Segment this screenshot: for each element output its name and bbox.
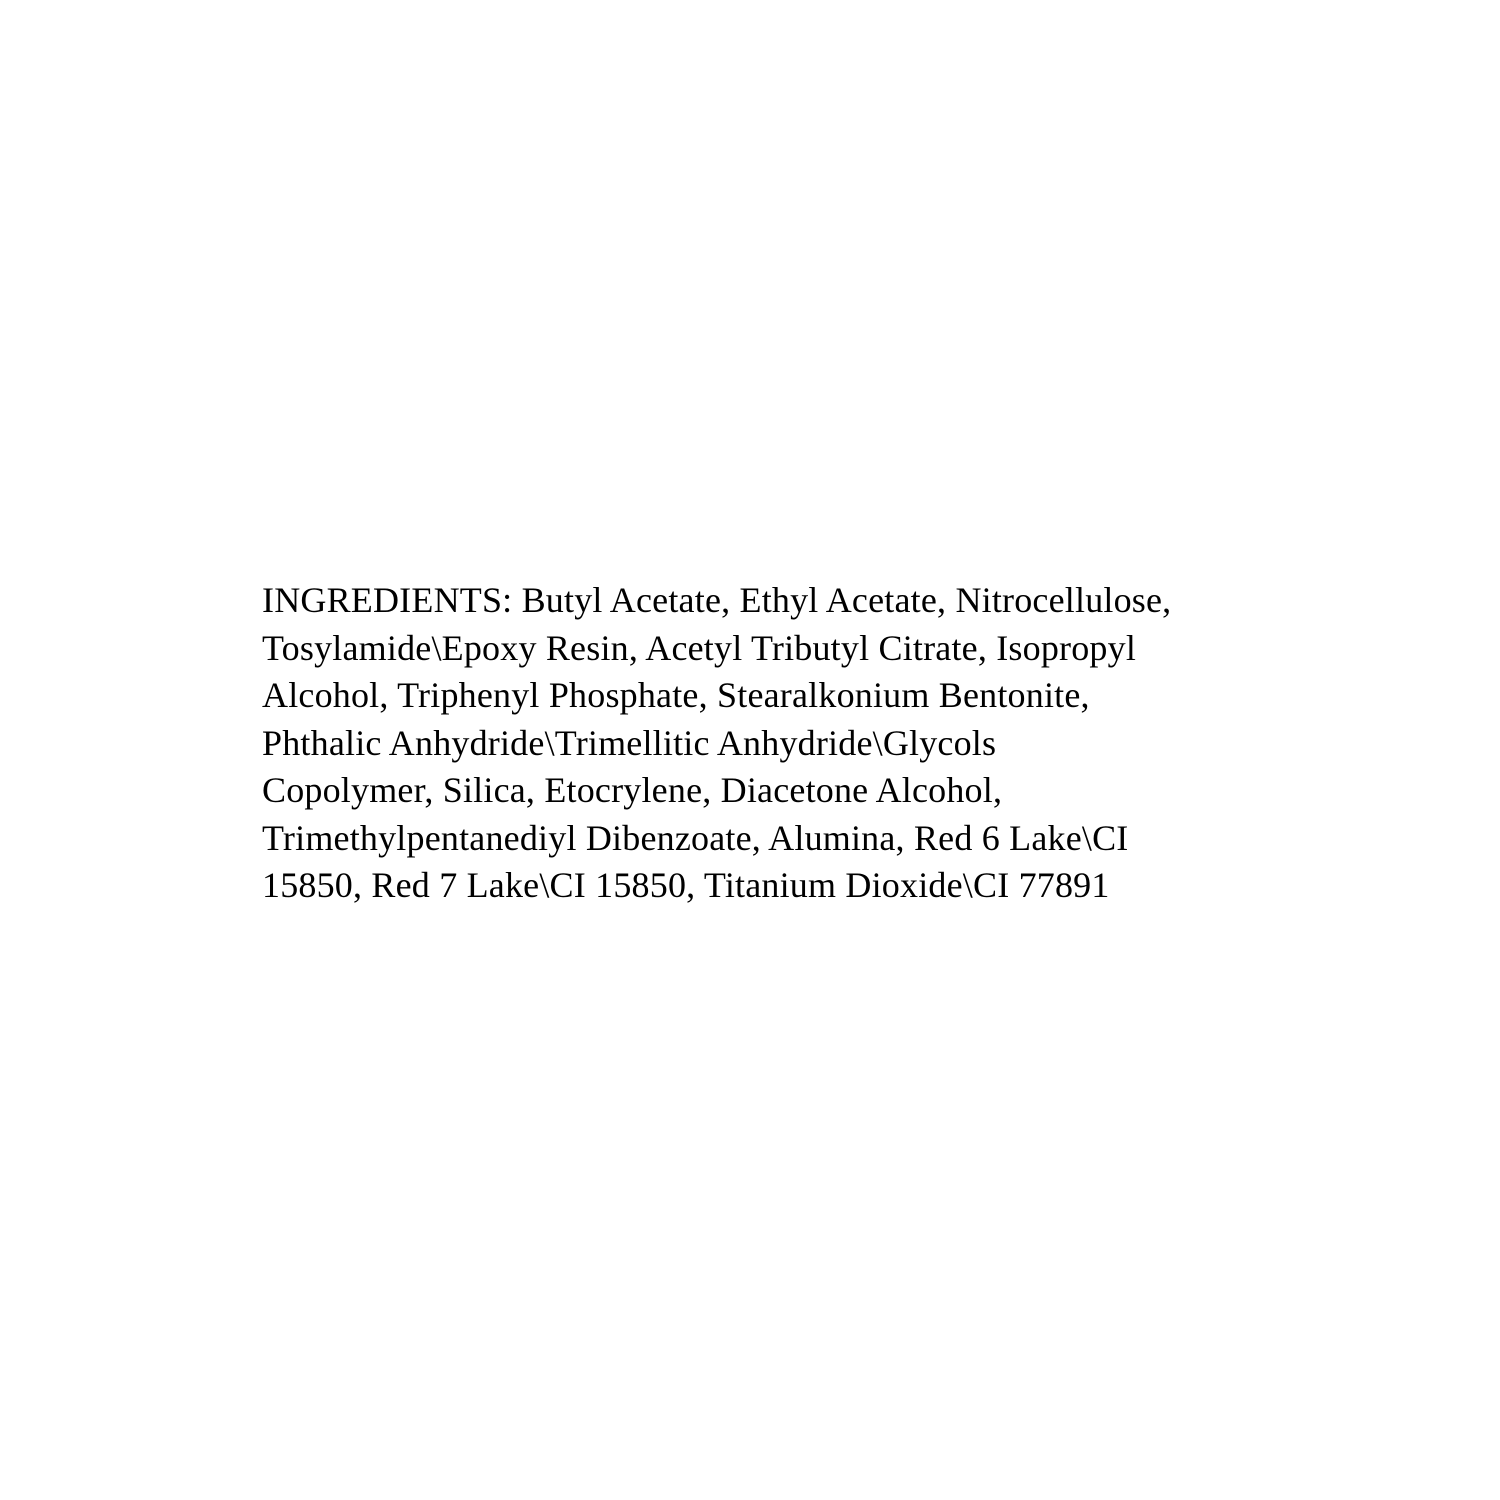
ingredients-line: Copolymer, Silica, Etocrylene, Diacetone Alcohol, bbox=[262, 770, 1003, 810]
ingredients-line: Phthalic Anhydride\Trimellitic Anhydride\Glycols bbox=[262, 722, 997, 763]
ingredients-text bbox=[262, 577, 1262, 910]
ingredients-line: Alcohol, Triphenyl Phosphate, Stearalkonium Bentonite, bbox=[262, 675, 1090, 715]
ingredients-line: Trimethylpentanediyl Dibenzoate, Alumina, Red 6 Lake\CI bbox=[262, 817, 1129, 858]
ingredients-line: Tosylamide\Epoxy Resin, Acetyl Tributyl Citrate, Isopropyl bbox=[262, 627, 1137, 668]
ingredients-line: 15850, Red 7 Lake\CI 15850, Titanium Dioxide\CI 77891 bbox=[262, 865, 1110, 905]
ingredients-line: INGREDIENTS: Butyl Acetate, Ethyl Acetate, Nitrocellulose, bbox=[262, 580, 1172, 620]
